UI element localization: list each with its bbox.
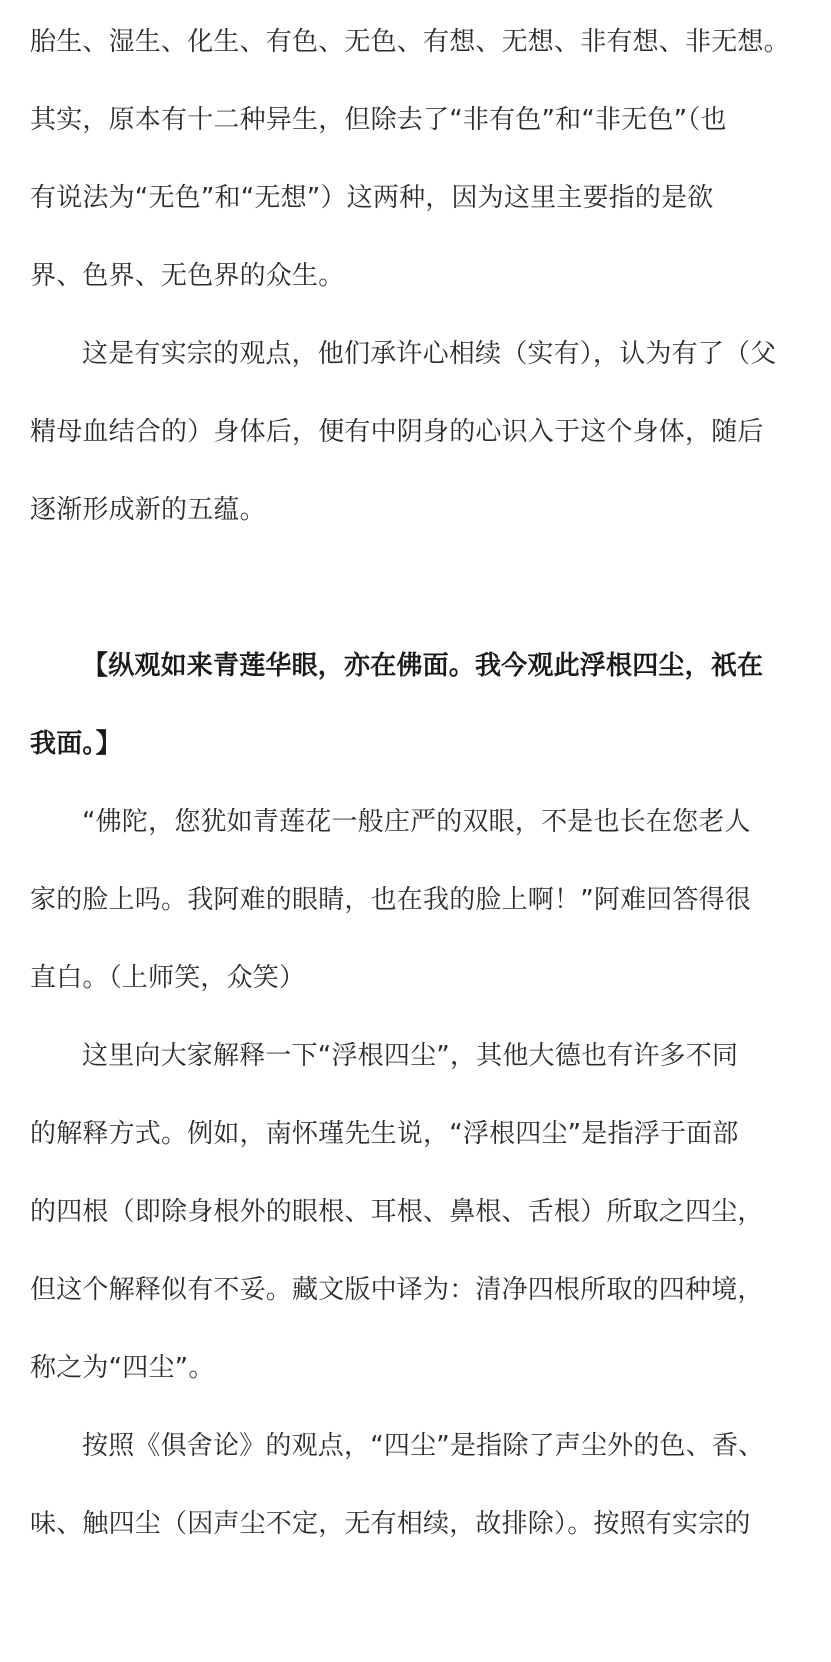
text-line: 精母血结合的）身体后，便有中阴身的心识入于这个身体，随后 bbox=[30, 417, 764, 447]
text-line: 的四根（即除身根外的眼根、耳根、鼻根、舌根）所取之四尘， bbox=[30, 1197, 764, 1227]
text-line: 称之为“四尘”。 bbox=[30, 1353, 215, 1383]
text-line: 但这个解释似有不妥。藏文版中译为：清净四根所取的四种境， bbox=[30, 1275, 764, 1305]
text-line: 逐渐形成新的五蕴。 bbox=[30, 495, 266, 525]
text-line: 这里向大家解释一下“浮根四尘”，其他大德也有许多不同 bbox=[82, 1041, 739, 1071]
text-line: 直白。（上师笑，众笑） bbox=[30, 963, 306, 993]
text-line: 家的脸上吗。我阿难的眼睛，也在我的脸上啊！”阿难回答得很 bbox=[30, 885, 752, 915]
quote-heading-line: 【纵观如来青莲华眼，亦在佛面。我今观此浮根四尘，祇在 bbox=[82, 651, 764, 681]
text-line: “佛陀，您犹如青莲花一般庄严的双眼，不是也长在您老人 bbox=[82, 807, 751, 837]
text-line: 这是有实宗的观点，他们承许心相续（实有），认为有了（父 bbox=[82, 339, 777, 369]
text-line: 界、色界、无色界的众生。 bbox=[30, 261, 345, 291]
text-line: 其实，原本有十二种异生，但除去了“非有色”和“非无色”（也 bbox=[30, 105, 727, 135]
text-line: 味、触四尘（因声尘不定，无有相续，故排除）。按照有实宗的 bbox=[30, 1509, 751, 1539]
text-line: 的解释方式。例如，南怀瑾先生说，“浮根四尘”是指浮于面部 bbox=[30, 1119, 739, 1149]
text-line: 按照《俱舍论》的观点，“四尘”是指除了声尘外的色、香、 bbox=[82, 1431, 765, 1461]
text-line: 有说法为“无色”和“无想”）这两种，因为这里主要指的是欲 bbox=[30, 183, 714, 213]
quote-heading-line: 我面。】 bbox=[30, 729, 122, 759]
text-line: 胎生、湿生、化生、有色、无色、有想、无想、非有想、非无想。 bbox=[30, 27, 790, 57]
